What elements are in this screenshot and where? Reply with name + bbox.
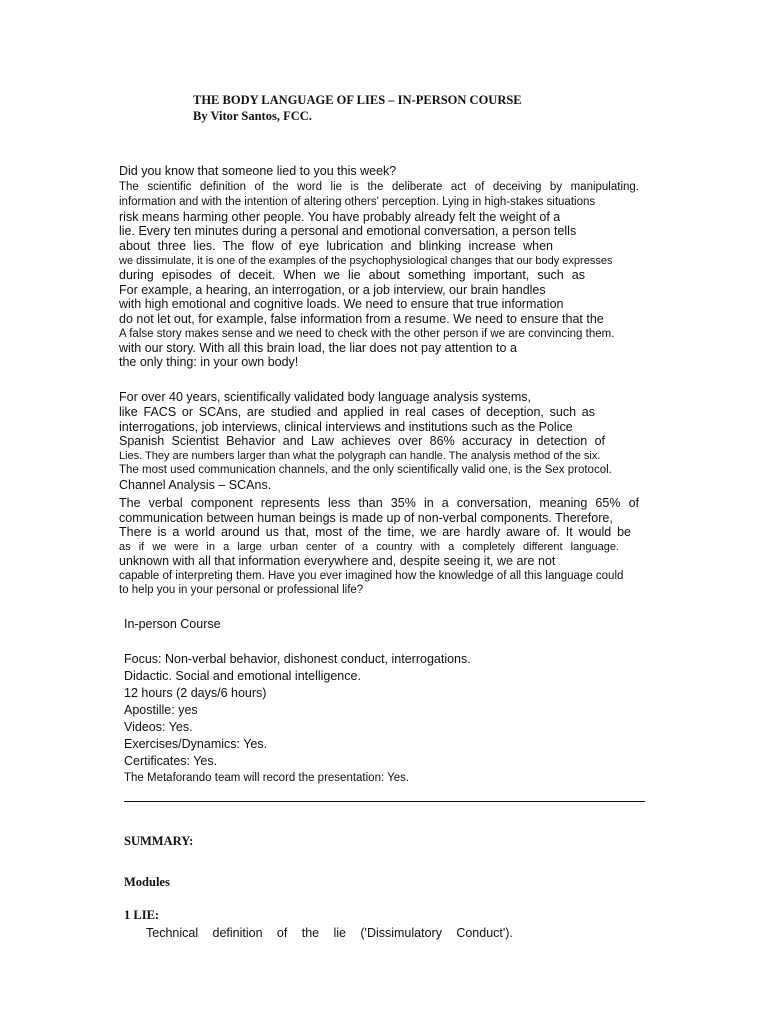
paragraph-line: The verbal component represents less than 35% in a conversation, meaning 65% of xyxy=(119,496,639,510)
paragraph-line: like FACS or SCAns, are studied and applied in real cases of deception, such as xyxy=(119,405,595,419)
paragraph-line: Lies. They are numbers larger than what the polygraph can handle. The analysis method of the six. xyxy=(119,450,601,462)
course-heading: In-person Course xyxy=(124,617,221,631)
course-item: The Metaforando team will record the presentation: Yes. xyxy=(124,772,410,784)
paragraph-line: Channel Analysis – SCAns. xyxy=(119,478,272,492)
paragraph-line: about three lies. The flow of eye lubrication and blinking increase when xyxy=(119,239,553,253)
document-author: By Vitor Santos, FCC. xyxy=(193,109,312,123)
paragraph-line: For example, a hearing, an interrogation, or a job interview, our brain handles xyxy=(119,283,546,297)
paragraph-line: during episodes of deceit. When we lie about something important, such as xyxy=(119,268,585,282)
definition-word: Technical xyxy=(146,926,199,940)
course-item: Videos: Yes. xyxy=(124,720,193,734)
paragraph-line: to help you in your personal or professional life? xyxy=(119,584,364,596)
modules-heading: Modules xyxy=(124,875,170,889)
paragraph-line: with high emotional and cognitive loads. We need to ensure that true information xyxy=(119,297,564,311)
course-item: Apostille: yes xyxy=(124,703,198,717)
course-item: Certificates: Yes. xyxy=(124,754,218,768)
paragraph-line: Did you know that someone lied to you this week? xyxy=(119,164,397,178)
course-item: Exercises/Dynamics: Yes. xyxy=(124,737,268,751)
paragraph-line: Spanish Scientist Behavior and Law achieves over 86% accuracy in detection of xyxy=(119,434,605,448)
definition-word: the xyxy=(301,926,320,940)
paragraph-line: The scientific definition of the word lie is the deliberate act of deceiving by manipulating. xyxy=(119,181,639,193)
definition-word: ('Dissimulatory xyxy=(360,926,442,940)
course-item: Didactic. Social and emotional intelligence. xyxy=(124,669,361,683)
paragraph-line: The most used communication channels, and the only scientifically valid one, is the Sex protocol. xyxy=(119,464,612,476)
module-definition xyxy=(146,926,513,940)
definition-word: lie xyxy=(333,926,347,940)
course-item: 12 hours (2 days/6 hours) xyxy=(124,686,267,700)
definition-word: of xyxy=(276,926,288,940)
paragraph-line: unknown with all that information everywhere and, despite seeing it, we are not xyxy=(119,554,556,568)
paragraph-line: interrogations, job interviews, clinical interviews and institutions such as the Police xyxy=(119,420,573,434)
paragraph-line: the only thing: in your own body! xyxy=(119,355,299,369)
definition-word: Conduct'). xyxy=(456,926,513,940)
paragraph-line: do not let out, for example, false information from a resume. We need to ensure that the xyxy=(119,312,604,326)
paragraph-line: capable of interpreting them. Have you ever imagined how the knowledge of all this language could xyxy=(119,570,624,582)
module-title: 1 LIE: xyxy=(124,908,160,922)
paragraph-line: with our story. With all this brain load, the liar does not pay attention to a xyxy=(119,341,517,355)
paragraph-line: we dissimulate, it is one of the examples of the psychophysiological changes that our body expresses xyxy=(119,255,613,267)
paragraph-line: lie. Every ten minutes during a personal and emotional conversation, a person tells xyxy=(119,224,577,238)
summary-heading: SUMMARY: xyxy=(124,834,194,848)
paragraph-line: For over 40 years, scientifically validated body language analysis systems, xyxy=(119,390,532,404)
document-title-block xyxy=(193,92,522,124)
paragraph-line: communication between human beings is made up of non-verbal components. Therefore, xyxy=(119,511,613,525)
paragraph-line: A false story makes sense and we need to check with the other person if we are convincing them. xyxy=(119,328,615,340)
course-item: Focus: Non-verbal behavior, dishonest conduct, interrogations. xyxy=(124,652,471,666)
paragraph-line: information and with the intention of altering others' perception. Lying in high-stakes situations xyxy=(119,196,596,208)
paragraph-line: There is a world around us that, most of the time, we are hardly aware of. It would be xyxy=(119,525,631,539)
horizontal-rule xyxy=(124,801,645,802)
paragraph-line: as if we were in a large urban center of a country with a completely different language. xyxy=(119,541,619,553)
document-title: THE BODY LANGUAGE OF LIES – IN-PERSON COURSE xyxy=(193,93,522,107)
paragraph-line: risk means harming other people. You have probably already felt the weight of a xyxy=(119,210,561,224)
definition-word: definition xyxy=(212,926,263,940)
